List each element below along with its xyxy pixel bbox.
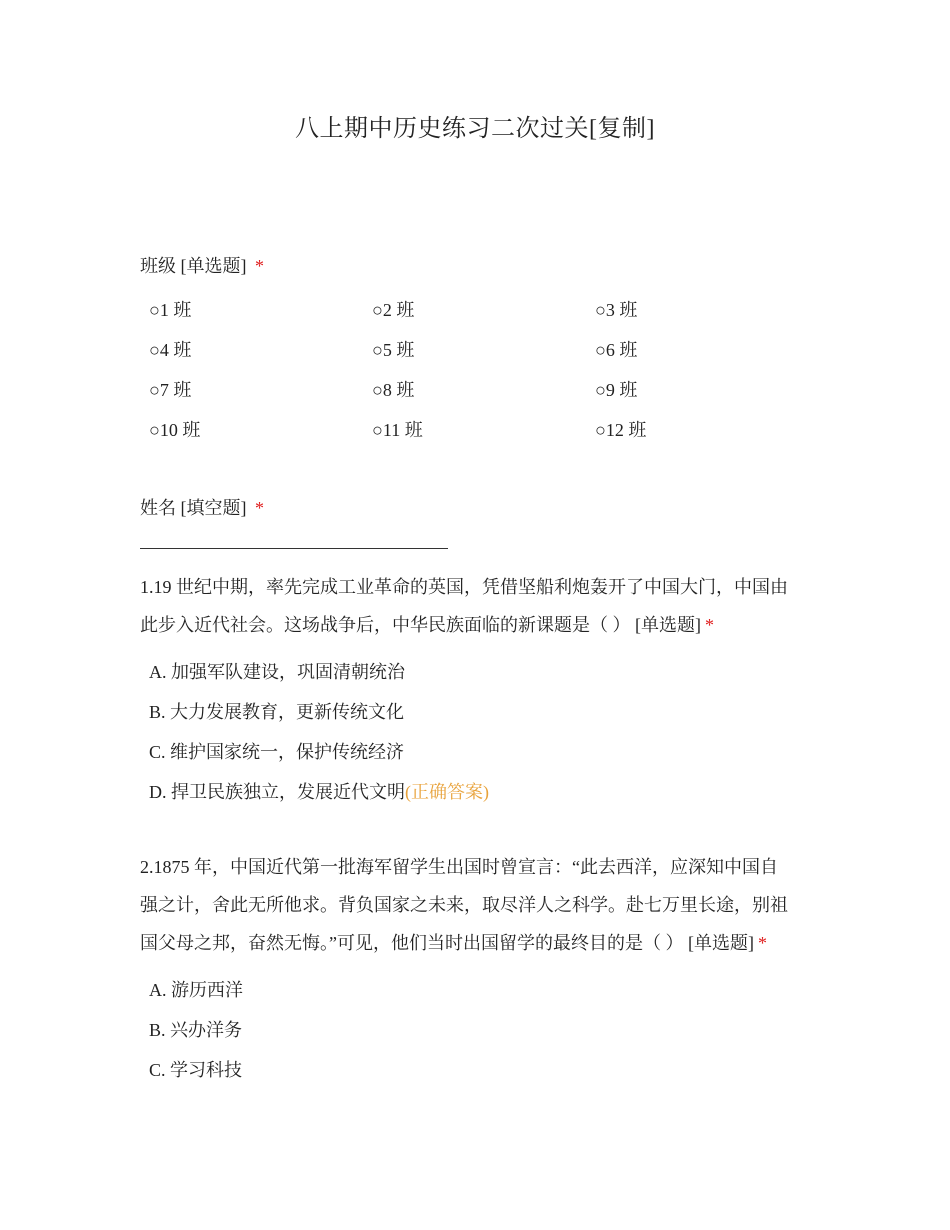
name-input-line[interactable] bbox=[140, 548, 448, 549]
question-1-options bbox=[149, 658, 489, 818]
question-1-option-c[interactable]: C. 维护国家统一，保护传统经济 bbox=[149, 742, 405, 762]
question-2-option-c[interactable]: C. 学习科技 bbox=[149, 1060, 243, 1080]
question-1-line-2: 此步入近代社会。这场战争后，中华民族面临的新课题是（ ） [单选题] * bbox=[140, 615, 714, 635]
class-option-2[interactable]: ○2 班 bbox=[372, 300, 415, 320]
class-option-1[interactable]: ○1 班 bbox=[149, 300, 192, 320]
class-option-6[interactable]: ○6 班 bbox=[595, 340, 638, 360]
name-question-label bbox=[140, 494, 264, 520]
question-2-options bbox=[149, 976, 243, 1096]
question-2-option-a[interactable]: A. 游历西洋 bbox=[149, 980, 243, 1000]
question-1-line-1: 1.19 世纪中期，率先完成工业革命的英国，凭借坚船利炮轰开了中国大门，中国由 bbox=[140, 577, 788, 597]
name-question-title: 姓名 bbox=[140, 498, 176, 518]
class-question-title: 班级 bbox=[140, 256, 176, 276]
class-option-10[interactable]: ○10 班 bbox=[149, 420, 201, 440]
question-1-option-b[interactable]: B. 大力发展教育，更新传统文化 bbox=[149, 702, 405, 722]
question-1-option-d[interactable]: D. 捍卫民族独立，发展近代文明(正确答案) bbox=[149, 782, 489, 802]
class-question-label bbox=[140, 252, 264, 278]
class-option-3[interactable]: ○3 班 bbox=[595, 300, 638, 320]
question-1-option-a[interactable]: A. 加强军队建设，巩固清朝统治 bbox=[149, 662, 405, 682]
question-2-text bbox=[140, 848, 820, 962]
class-option-5[interactable]: ○5 班 bbox=[372, 340, 415, 360]
class-option-7[interactable]: ○7 班 bbox=[149, 380, 192, 400]
question-2-option-b[interactable]: B. 兴办洋务 bbox=[149, 1020, 243, 1040]
class-option-9[interactable]: ○9 班 bbox=[595, 380, 638, 400]
question-1-text bbox=[140, 568, 820, 644]
class-question-type: [单选题] bbox=[180, 256, 247, 276]
name-question-type: [填空题] bbox=[180, 498, 247, 518]
class-option-8[interactable]: ○8 班 bbox=[372, 380, 415, 400]
class-option-12[interactable]: ○12 班 bbox=[595, 420, 647, 440]
question-2-line-2: 强之计，舍此无所他求。背负国家之未来，取尽洋人之科学。赴七万里长途，别祖 bbox=[140, 895, 788, 915]
page-title: 八上期中历史练习二次过关[复制] bbox=[295, 116, 655, 142]
question-2-line-3: 国父母之邦，奋然无悔。”可见，他们当时出国留学的最终目的是（ ） [单选题] * bbox=[140, 933, 767, 953]
required-mark: * bbox=[255, 256, 264, 276]
correct-answer-note: (正确答案) bbox=[405, 782, 489, 802]
question-2-line-1: 2.1875 年，中国近代第一批海军留学生出国时曾宣言：“此去西洋，应深知中国自 bbox=[140, 857, 778, 877]
class-options-grid bbox=[149, 296, 849, 456]
class-option-4[interactable]: ○4 班 bbox=[149, 340, 192, 360]
class-option-11[interactable]: ○11 班 bbox=[372, 420, 423, 440]
required-mark: * bbox=[255, 498, 264, 518]
